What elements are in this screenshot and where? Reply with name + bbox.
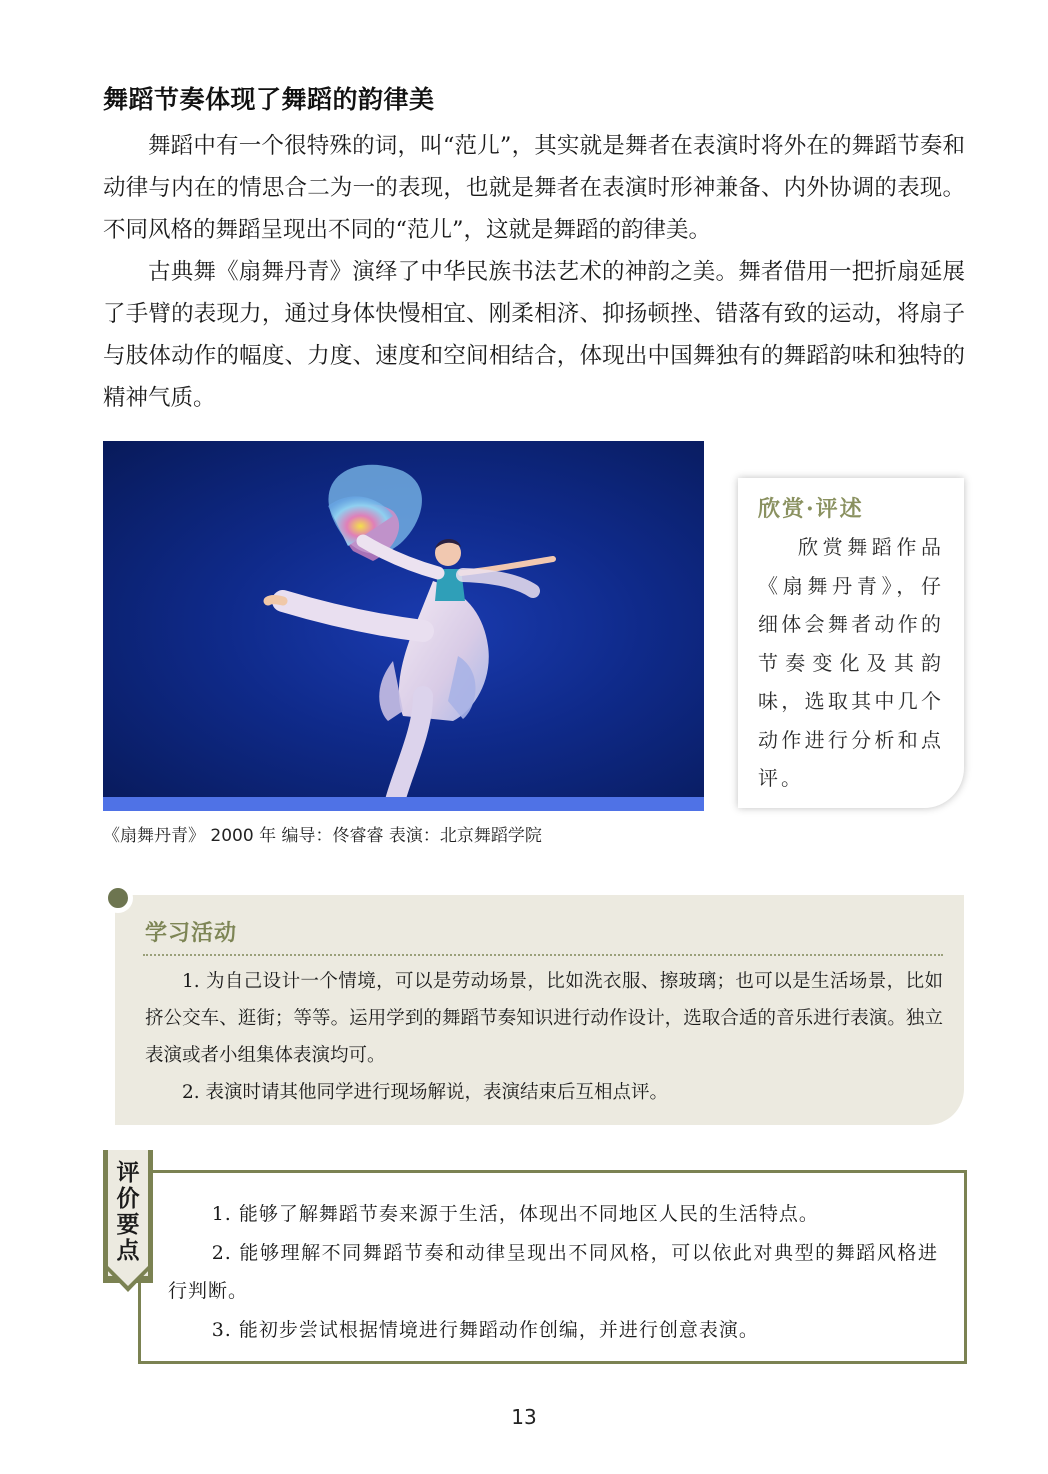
activity-title: 学习活动 bbox=[145, 920, 238, 946]
evaluation-item: 2. 能够理解不同舞蹈节奏和动律呈现出不同风格，可以依此对典型的舞蹈风格进行判断。 bbox=[168, 1241, 938, 1302]
appreciation-box bbox=[738, 478, 964, 808]
activity-bullet-dot bbox=[106, 886, 130, 910]
section-heading: 舞蹈节奏体现了舞蹈的韵律美 bbox=[103, 85, 435, 114]
activity-content bbox=[145, 963, 943, 1111]
appreciation-title: 欣赏·评述 bbox=[758, 496, 864, 522]
evaluation-label: 评价要点 bbox=[116, 1160, 140, 1264]
body-paragraph: 古典舞《扇舞丹青》演绎了中华民族书法艺术的神韵之美。舞者借用一把折扇延展了手臂的表现力，通过身体快慢相宜、刚柔相济、抑扬顿挫、错落有致的运动，将扇子与肢体动作的幅度、力度、速度和空间相结合，体现出中国舞独有的舞蹈韵味和独特的精神气质。 bbox=[103, 259, 965, 411]
evaluation-item: 3. 能初步尝试根据情境进行舞蹈动作创编，并进行创意表演。 bbox=[211, 1318, 759, 1341]
appreciation-text: 欣赏舞蹈作品《扇舞丹青》，仔细体会舞者动作的节奏变化及其韵味，选取其中几个动作进行分析和点评。 bbox=[758, 535, 944, 790]
activity-divider bbox=[143, 954, 943, 956]
page-number: 13 bbox=[511, 1405, 537, 1429]
evaluation-item: 1. 能够了解舞蹈节奏来源于生活，体现出不同地区人民的生活特点。 bbox=[211, 1203, 819, 1225]
photo-caption: 《扇舞丹青》 2000 年 编导：佟睿睿 表演：北京舞蹈学院 bbox=[103, 826, 542, 846]
activity-item: 1. 为自己设计一个情境，可以是劳动场景，比如洗衣服、擦玻璃；也可以是生活场景，比如挤公交车、逛街；等等。运用学到的舞蹈节奏知识进行动作设计，选取合适的音乐进行表演。独立表演或者小组集体表演均可。 bbox=[145, 971, 943, 1066]
body-paragraph: 舞蹈中有一个很特殊的词，叫“范儿”，其实就是舞者在表演时将外在的舞蹈节奏和动律与内在的情思合二为一的表现，也就是舞者在表演时形神兼备、内外协调的表现。不同风格的舞蹈呈现出不同的“范儿”，这就是舞蹈的韵律美。 bbox=[103, 133, 965, 243]
activity-item: 2. 表演时请其他同学进行现场解说，表演结束后互相点评。 bbox=[182, 1082, 669, 1103]
evaluation-content bbox=[168, 1195, 938, 1349]
dance-photo bbox=[103, 441, 704, 811]
evaluation-tab-tip-fill bbox=[108, 1266, 148, 1286]
dancer-illustration bbox=[103, 441, 704, 811]
